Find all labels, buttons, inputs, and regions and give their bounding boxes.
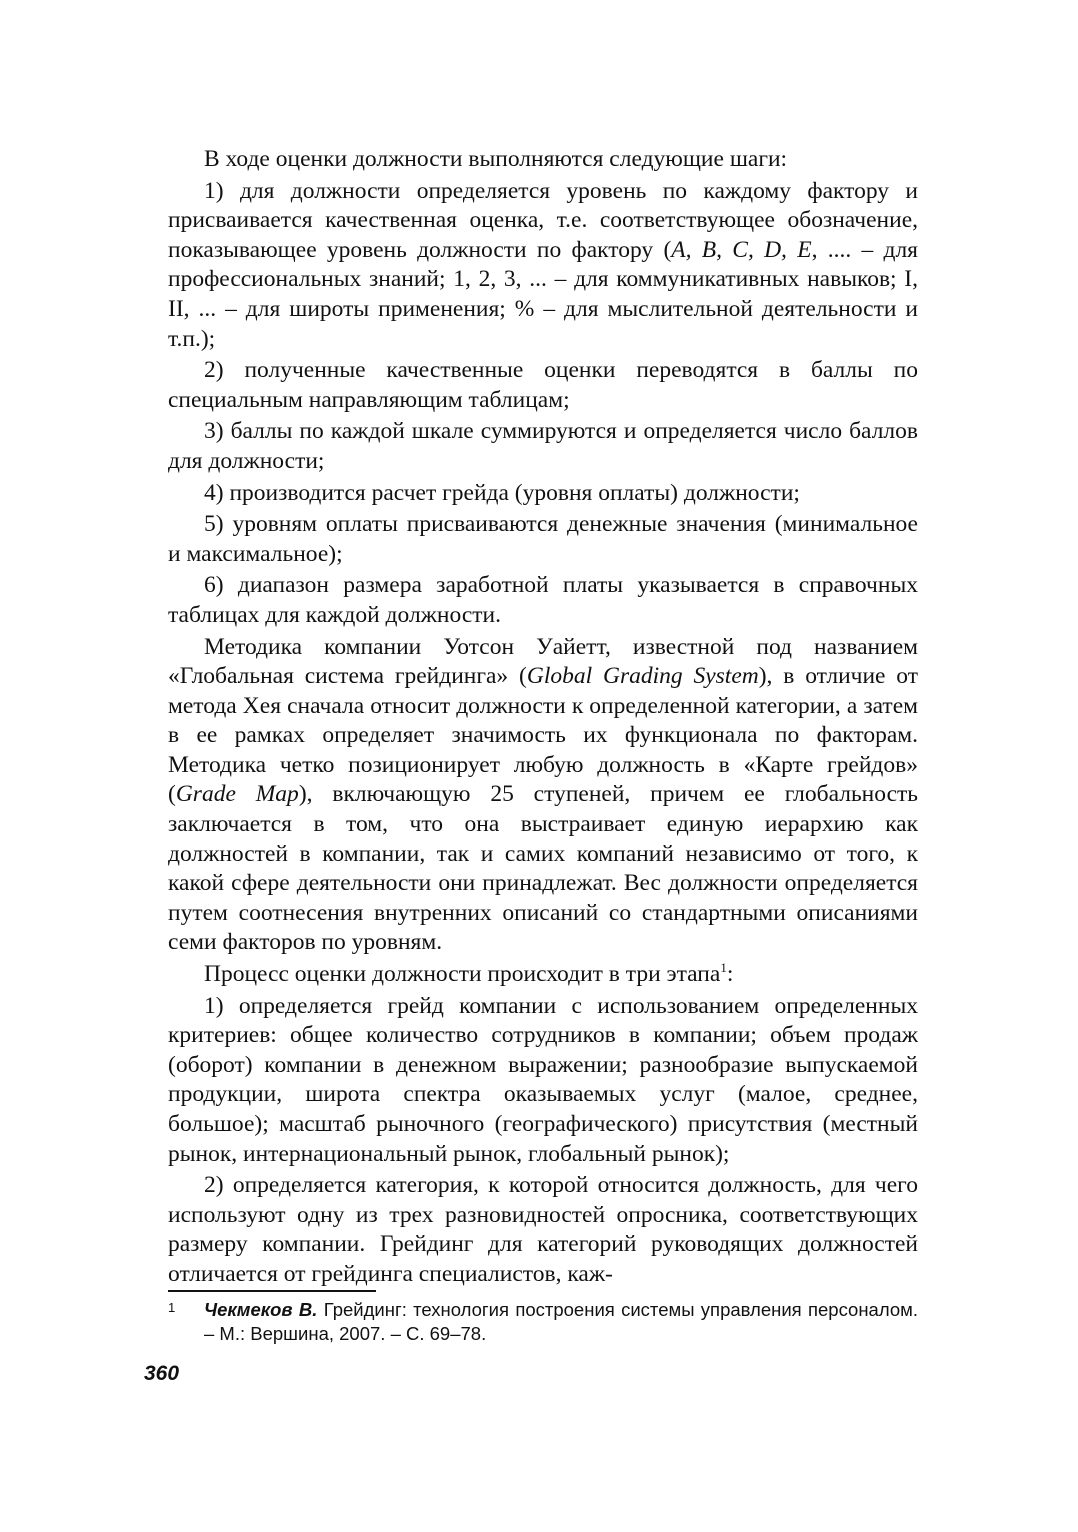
grade-map-term: Grade Map [175,781,299,808]
step-3-text: 3) баллы по каждой шкале суммируются и определяется число баллов для должности; [168,418,918,474]
page-number: 360 [144,1362,180,1385]
intro-text: В ходе оценки должности выполняются следующие шаги: [204,146,788,172]
step-5-paragraph [168,510,918,569]
step-4-text: 4) производится расчет грейда (уровня оплаты) должности; [204,479,800,506]
process-paragraph [168,960,918,990]
footnote-divider [168,1290,376,1292]
footnote-text-block [204,1298,918,1346]
step-4-paragraph [168,479,918,509]
step-1-text: 1) для должности определяется уровень по каждому фактору и присваивается качественная оценка, т.е. соответствующее обозначение, показывающее уровень должности по фактору ( [168,177,918,263]
watson-text-3: ), включающую 25 ступеней, причем ее глобальность заключается в том, что она выстраивает единую иерархию как должностей в компании, так и самих компаний независимо от того, к какой сфере деятельности они принадлежат. Вес должности определяется путем соотнесения внутренних описаний со стандартными описаниями семи факторов по уровням. [168,781,919,956]
footnote-author: Чекмеков В. [204,1299,318,1320]
stage-2-text: 2) определяется категория, к которой относится должность, для чего используют одну из трех разновидностей опросника, соответствующих размеру компании. Грейдинг для категорий руководящих должностей отличается от грейдинга специалистов, каж- [168,1172,918,1287]
intro-paragraph [168,145,918,175]
step-5-text: 5) уровням оплаты присваиваются денежные значения (минимальное и максимальное); [168,511,918,567]
watson-wyatt-paragraph [168,633,918,959]
watson-text-1: Методика компании Уотсон Уайетт, известной под названием «Глобальная система грейдинга» ( [168,633,918,690]
footnote-citation: Грейдинг: технология построения системы управления персоналом. – М.: Вершина, 2007. – С. 69–78. [204,1299,919,1344]
step-1-italic-letters: A, B, C, D, E [671,236,812,263]
process-text-end: : [726,961,734,988]
footnote [168,1298,918,1346]
stage-2-paragraph [168,1171,918,1289]
step-1-paragraph [168,177,918,355]
watson-text-2: ), в отличие от метода Хея сначала относит должности к определенной категории, а затем в ее рамках определяет значимость их функционала по факторам. Методика четко позиционирует любую должность в «Карте грейдов» ( [168,663,919,808]
process-text: Процесс оценки должности происходит в три этапа [204,961,721,988]
stage-1-text: 1) определяется грейд компании с использованием определенных критериев: общее количество сотрудников в компании; объем продаж (оборот) компании в денежном выражении; разнообразие выпускаемой продукции, широта спектра оказываемых услуг (малое, среднее, большое); масштаб рыночного (географического) присутствия (местный рынок, интернациональный рынок, глобальный рынок); [168,992,918,1167]
stage-1-paragraph [168,992,918,1170]
step-6-text: 6) диапазон размера заработной платы указывается в справочных таблицах для каждой должности. [168,572,918,628]
step-3-paragraph [168,417,918,476]
step-2-text: 2) полученные качественные оценки переводятся в баллы по специальным направляющим таблицам; [168,357,918,413]
footnote-mark: 1 [168,1300,176,1315]
footnote-reference: 1 [720,960,727,976]
step-1-text-end: , .... – для профессиональных знаний; 1, 2, 3, ... – для коммуникативных навыков; I, II, ... – для широты применения; % – для мыслительной деятельности и т.п.); [168,236,918,352]
step-2-paragraph [168,356,918,415]
global-grading-system-term: Global Grading System [526,663,759,690]
step-6-paragraph [168,571,918,630]
page-body [168,145,918,1290]
